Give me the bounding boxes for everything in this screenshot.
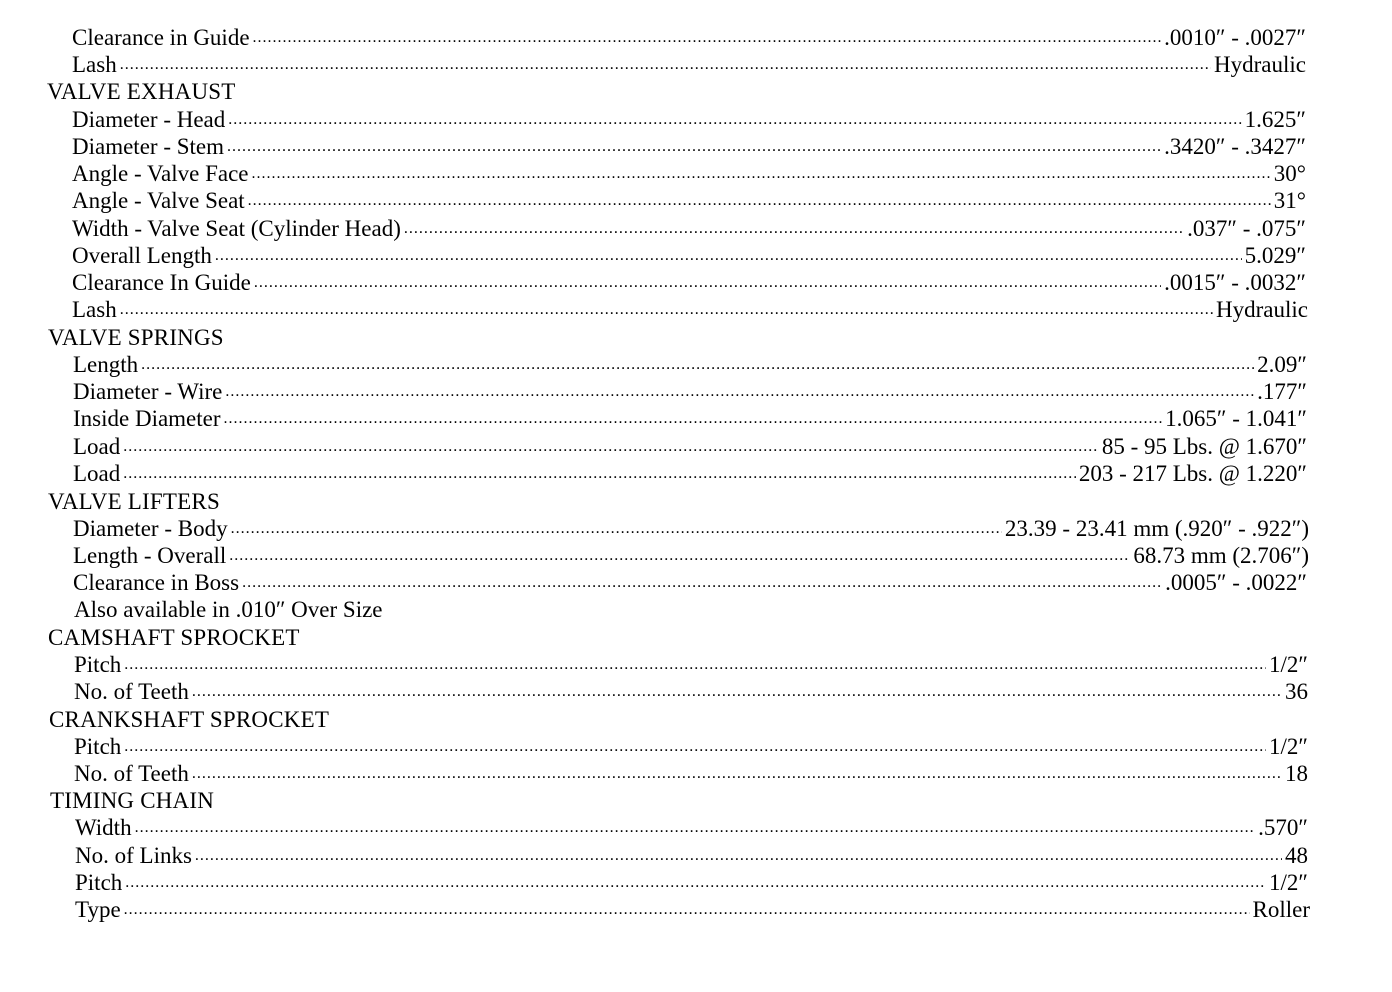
spec-value: .037″ - .075″ — [1187, 216, 1306, 241]
spec-row-clearance-in-guide — [72, 269, 1306, 296]
dot-leader — [225, 378, 1254, 405]
spec-value: 23.39 - 23.41 mm (.920″ - .922″) — [1004, 516, 1309, 541]
spec-row-width — [75, 814, 1308, 841]
dot-leader — [120, 51, 1211, 78]
spec-row-pitch — [75, 869, 1308, 896]
spec-label: Length — [73, 352, 139, 377]
spec-row-no-of-teeth — [74, 760, 1308, 787]
spec-value: 48 — [1285, 843, 1308, 868]
spec-row-clearance-in-guide — [72, 24, 1306, 51]
spec-value: 1.065″ - 1.041″ — [1165, 406, 1307, 431]
spec-value: 1.625″ — [1244, 107, 1306, 132]
dot-leader — [123, 460, 1076, 487]
spec-value: .0015″ - .0032″ — [1164, 270, 1306, 295]
spec-value: 85 - 95 Lbs. @ 1.670″ — [1101, 434, 1307, 459]
dot-leader — [120, 296, 1213, 323]
spec-row-lash — [72, 51, 1306, 78]
dot-leader — [124, 651, 1266, 678]
dot-leader — [123, 433, 1099, 460]
section-heading-camshaft-sprocket: CAMSHAFT SPROCKET — [48, 625, 300, 650]
spec-row-length-overall — [73, 542, 1309, 569]
spec-value: Hydraulic — [1216, 297, 1308, 322]
spec-value: 2.09″ — [1257, 352, 1307, 377]
spec-row-diameter-wire — [73, 378, 1307, 405]
spec-row-inside-diameter — [73, 405, 1307, 432]
spec-row-width-valve-seat — [72, 215, 1306, 242]
dot-leader — [242, 569, 1162, 596]
dot-leader — [124, 733, 1266, 760]
dot-leader — [192, 678, 1282, 705]
spec-label: Inside Diameter — [73, 406, 221, 431]
spec-value: .570″ — [1258, 815, 1308, 840]
spec-row-no-of-links — [75, 842, 1308, 869]
spec-label: No. of Links — [75, 843, 192, 868]
dot-leader — [228, 106, 1241, 133]
spec-value: 1/2″ — [1269, 734, 1308, 759]
section-heading-valve-exhaust: VALVE EXHAUST — [47, 79, 236, 104]
dot-leader — [141, 351, 1254, 378]
spec-row-pitch — [74, 651, 1308, 678]
spec-row-diameter-stem — [72, 133, 1306, 160]
spec-label: Diameter - Stem — [72, 134, 225, 159]
spec-label: Diameter - Wire — [73, 379, 223, 404]
spec-value: .0010″ - .0027″ — [1164, 25, 1306, 50]
spec-value: Roller — [1252, 897, 1310, 922]
spec-row-overall-length — [72, 242, 1306, 269]
dot-leader — [224, 405, 1163, 432]
spec-row-no-of-teeth — [74, 678, 1308, 705]
spec-value: 30° — [1273, 161, 1306, 186]
dot-leader — [252, 160, 1271, 187]
spec-row-clearance-in-boss — [73, 569, 1307, 596]
dot-leader — [404, 215, 1184, 242]
spec-label: Clearance in Boss — [73, 570, 240, 595]
spec-value: 68.73 mm (2.706″) — [1133, 543, 1309, 568]
dot-leader — [254, 269, 1161, 296]
spec-label: Length - Overall — [73, 543, 227, 568]
dot-leader — [135, 814, 1256, 841]
spec-row-diameter-head — [72, 106, 1306, 133]
spec-row-type — [75, 896, 1310, 923]
dot-leader — [248, 187, 1271, 214]
spec-label: Load — [73, 461, 121, 486]
spec-label: Lash — [72, 297, 117, 322]
spec-row-load — [73, 460, 1307, 487]
spec-label: Clearance in Guide — [72, 25, 250, 50]
dot-leader — [125, 869, 1266, 896]
spec-label: Width — [75, 815, 132, 840]
spec-value: .177″ — [1257, 379, 1307, 404]
spec-value: 1/2″ — [1269, 870, 1308, 895]
spec-value: 18 — [1285, 761, 1308, 786]
spec-row-length — [73, 351, 1307, 378]
spec-value: Hydraulic — [1214, 52, 1306, 77]
spec-row-pitch — [74, 733, 1308, 760]
dot-leader — [229, 542, 1130, 569]
spec-value: 203 - 217 Lbs. @ 1.220″ — [1078, 461, 1307, 486]
spec-label: No. of Teeth — [74, 761, 189, 786]
section-heading-crankshaft-sprocket: CRANKSHAFT SPROCKET — [49, 707, 330, 732]
spec-label: Pitch — [74, 652, 122, 677]
dot-leader — [192, 760, 1282, 787]
spec-row-lash — [72, 296, 1308, 323]
spec-value: 5.029″ — [1244, 243, 1306, 268]
spec-label: Pitch — [74, 734, 122, 759]
spec-label: Width - Valve Seat (Cylinder Head) — [72, 216, 401, 241]
spec-label: Lash — [72, 52, 117, 77]
oversize-note: Also available in .010″ Over Size — [74, 597, 383, 622]
spec-label: Angle - Valve Face — [72, 161, 249, 186]
spec-label: No. of Teeth — [74, 679, 189, 704]
spec-label: Type — [75, 897, 121, 922]
spec-value: .0005″ - .0022″ — [1165, 570, 1307, 595]
section-heading-valve-lifters: VALVE LIFTERS — [48, 489, 220, 514]
spec-label: Angle - Valve Seat — [72, 188, 245, 213]
spec-value: 31° — [1273, 188, 1306, 213]
spec-label: Load — [73, 434, 121, 459]
dot-leader — [227, 133, 1161, 160]
spec-label: Pitch — [75, 870, 123, 895]
spec-row-angle-valve-seat — [72, 187, 1306, 214]
spec-label: Overall Length — [72, 243, 212, 268]
spec-row-diameter-body — [73, 515, 1309, 542]
dot-leader — [215, 242, 1242, 269]
dot-leader — [124, 896, 1250, 923]
spec-value: 1/2″ — [1269, 652, 1308, 677]
section-heading-timing-chain: TIMING CHAIN — [50, 788, 215, 813]
spec-row-angle-valve-face — [72, 160, 1306, 187]
spec-value: 36 — [1285, 679, 1308, 704]
dot-leader — [231, 515, 1002, 542]
section-heading-valve-springs: VALVE SPRINGS — [48, 325, 224, 350]
spec-row-load — [73, 433, 1307, 460]
dot-leader — [195, 842, 1282, 869]
dot-leader — [253, 24, 1162, 51]
spec-label: Diameter - Head — [72, 107, 226, 132]
spec-label: Diameter - Body — [73, 516, 228, 541]
spec-value: .3420″ - .3427″ — [1164, 134, 1306, 159]
spec-label: Clearance In Guide — [72, 270, 251, 295]
